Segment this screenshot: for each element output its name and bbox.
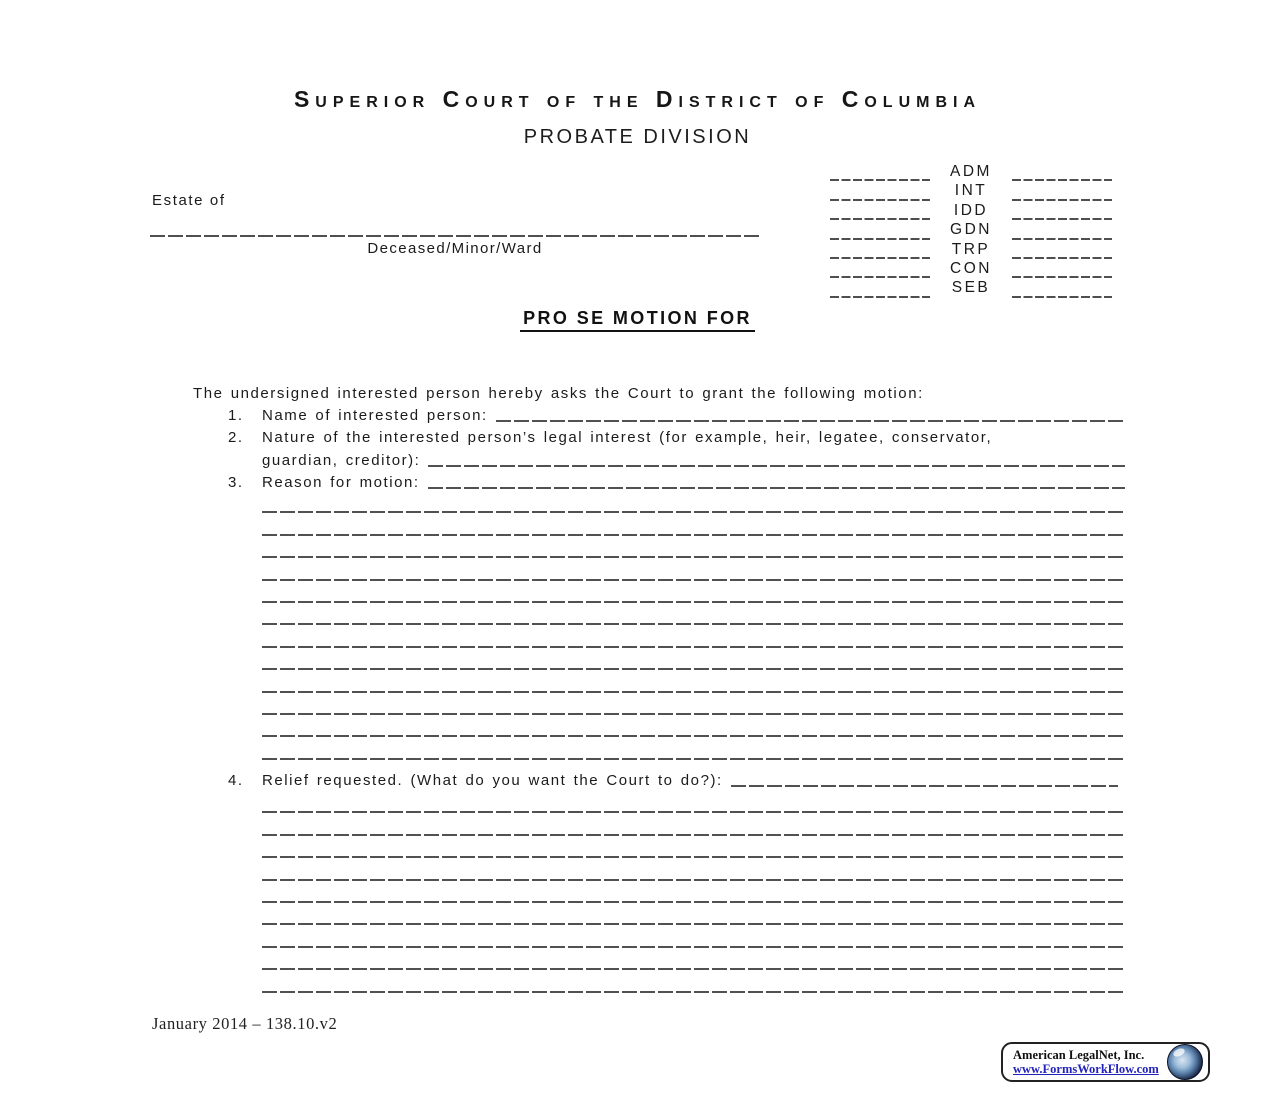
case-code-label: CON (950, 259, 992, 277)
case-number-blank[interactable] (830, 284, 930, 298)
blank-writing-line[interactable] (262, 491, 1125, 513)
case-number-blank[interactable] (1012, 284, 1112, 298)
blank-writing-line[interactable] (262, 693, 1125, 715)
logo-text-block (1013, 1048, 1167, 1076)
blank-writing-line[interactable] (262, 948, 1125, 970)
case-code-row (830, 259, 1112, 278)
case-code-label: ADM (950, 162, 992, 180)
item-1-blank[interactable] (496, 408, 1125, 422)
case-number-blank[interactable] (830, 226, 930, 240)
blank-writing-line[interactable] (262, 536, 1125, 558)
case-number-blank[interactable] (830, 264, 930, 278)
blank-writing-line[interactable] (262, 648, 1125, 670)
american-legalnet-logo (1001, 1042, 1210, 1082)
estate-name-blank[interactable] (150, 221, 760, 237)
item-4-label: Relief requested. (What do you want the Court to do?): (262, 772, 723, 789)
page-title: Superior Court of the District of Columbia (293, 86, 982, 112)
case-number-blank[interactable] (830, 167, 930, 181)
case-code-row (830, 181, 1112, 200)
case-code-row (830, 278, 1112, 297)
case-number-blank[interactable] (1012, 187, 1112, 201)
case-code-label: GDN (950, 221, 992, 239)
case-code-label: INT (954, 182, 988, 200)
motion-title-blank[interactable] (180, 347, 1108, 351)
motion-heading-text: PRO SE MOTION FOR (520, 308, 755, 332)
blank-writing-line[interactable] (262, 558, 1125, 580)
blank-writing-line[interactable] (262, 670, 1125, 692)
item-1-number: 1. (228, 407, 244, 424)
item-1-label: Name of interested person: (262, 407, 488, 424)
case-number-blank[interactable] (1012, 245, 1112, 259)
item-4-row (228, 772, 1118, 789)
blank-writing-line[interactable] (262, 836, 1125, 858)
blank-writing-line[interactable] (262, 970, 1125, 992)
item-4-blank[interactable] (731, 773, 1118, 787)
case-code-label: TRP (951, 240, 991, 258)
blank-writing-line[interactable] (262, 737, 1125, 759)
case-code-row (830, 162, 1112, 181)
blank-writing-line[interactable] (262, 625, 1125, 647)
item-2-number: 2. (228, 429, 244, 446)
case-code-label: SEB (951, 279, 991, 297)
case-code-row (830, 201, 1112, 220)
case-number-blank[interactable] (830, 245, 930, 259)
blank-writing-line[interactable] (262, 581, 1125, 603)
item-2-label-line1: Nature of the interested person’s legal interest (for example, heir, legatee, conservator, (262, 429, 993, 446)
case-number-blank[interactable] (1012, 226, 1112, 240)
deceased-minor-ward-caption: Deceased/Minor/Ward (367, 240, 543, 257)
blank-writing-line[interactable] (262, 813, 1125, 835)
item-4-number: 4. (228, 772, 244, 789)
case-number-blank[interactable] (830, 187, 930, 201)
case-code-label: IDD (953, 201, 989, 219)
item-3-number: 3. (228, 474, 244, 491)
blank-writing-line[interactable] (262, 858, 1125, 880)
logo-company-name: American LegalNet, Inc. (1013, 1048, 1145, 1062)
case-code-row (830, 240, 1112, 259)
blank-writing-line[interactable] (262, 603, 1125, 625)
blank-writing-line[interactable] (262, 881, 1125, 903)
page-subtitle: PROBATE DIVISION (523, 126, 752, 148)
formsworkflow-link[interactable]: www.FormsWorkFlow.com (1013, 1062, 1159, 1076)
item-2-continuation (262, 452, 1125, 469)
item-2-row (228, 429, 1125, 446)
motion-heading (0, 308, 1275, 332)
case-number-blank[interactable] (1012, 264, 1112, 278)
item-3-label: Reason for motion: (262, 474, 420, 491)
case-code-row (830, 220, 1112, 239)
case-number-blank[interactable] (1012, 206, 1112, 220)
blank-writing-line[interactable] (262, 513, 1125, 535)
blank-writing-line[interactable] (262, 715, 1125, 737)
case-number-blank[interactable] (1012, 167, 1112, 181)
form-version: January 2014 – 138.10.v2 (152, 1014, 338, 1033)
item-3-blank[interactable] (428, 475, 1125, 489)
case-number-blank[interactable] (830, 206, 930, 220)
relief-writing-lines (262, 791, 1125, 993)
estate-of-label: Estate of (152, 192, 226, 209)
item-3-row (228, 474, 1125, 491)
globe-icon (1167, 1044, 1203, 1080)
item-2-label-line2: guardian, creditor): (262, 452, 421, 469)
blank-writing-line[interactable] (262, 925, 1125, 947)
blank-writing-line[interactable] (262, 903, 1125, 925)
reason-writing-lines (262, 491, 1125, 760)
intro-sentence: The undersigned interested person hereby asks the Court to grant the following motion: (193, 385, 924, 402)
item-1-row (228, 407, 1125, 424)
item-2-blank[interactable] (428, 453, 1125, 467)
case-code-block (830, 162, 1112, 298)
blank-writing-line[interactable] (262, 791, 1125, 813)
